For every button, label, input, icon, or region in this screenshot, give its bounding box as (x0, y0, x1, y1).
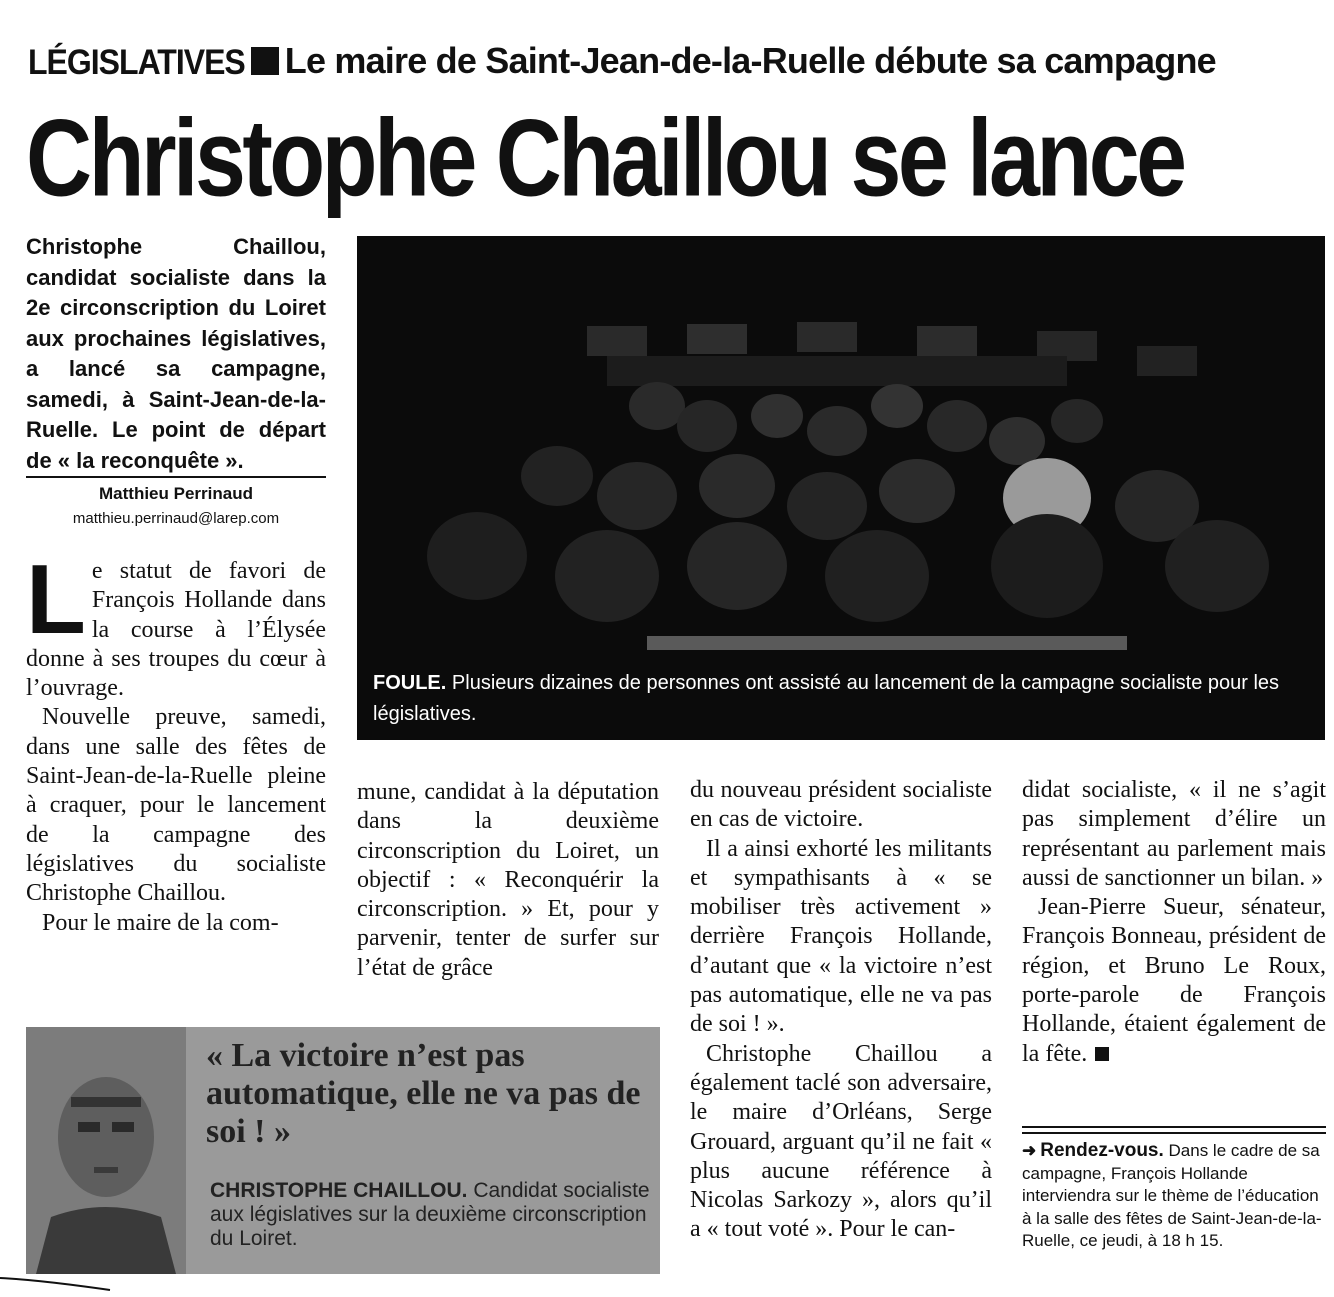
byline-rule (26, 476, 326, 478)
article-column-3 (690, 776, 992, 1245)
quote-box (26, 1027, 660, 1274)
arrow-right-icon: ➜ (1022, 1141, 1037, 1160)
article-paragraph: Il a ainsi exhorté les militants et sympathisants à « se mobiliser très activement » derrière François Hollande, d’autant que « la victoire n’est pas automatique, elle ne va pas de soi ! ». (690, 835, 992, 1038)
article-paragraph: e statut de favori de François Hollande dans la course à l’Élysée donne à ses troupes du cœur à l’ouvrage. (26, 558, 326, 702)
article-paragraph: mune, candidat à la députation dans la deuxième circonscription du Loiret, un objectif : « Reconquérir la circonscription. » Et, pour y parvenir, tenter de surfer sur l’état de grâce (357, 779, 659, 981)
article-paragraph: du nouveau président socialiste en cas de victoire. (690, 777, 992, 833)
headline: Christophe Chaillou se lance (26, 98, 1184, 220)
kicker-square-icon (251, 47, 279, 75)
author-name: Matthieu Perrinaud (99, 484, 253, 503)
article-paragraph: didat socialiste, « il ne s’agit pas simplement d’élire un représentant au parlement mais aussi de sanctionner un bilan. » (1022, 777, 1326, 891)
crowd-photo-image (357, 236, 1325, 740)
crowd-photo (357, 236, 1325, 740)
author-email[interactable]: matthieu.perrinaud@larep.com (72, 510, 280, 527)
rendezvous-separator (1022, 1126, 1326, 1134)
article-paragraph-text: Jean-Pierre Sueur, sénateur, François Bonneau, président de région, et Bruno Le Roux, porte-parole de François Hollande, étaient également de la fête. (1022, 894, 1326, 1067)
rendezvous-box (1022, 1140, 1326, 1253)
kicker-line (28, 40, 1318, 90)
kicker: LÉGISLATIVES (28, 42, 245, 82)
article-paragraph (1022, 893, 1326, 1069)
quote-name: CHRISTOPHE CHAILLOU. (210, 1179, 468, 1202)
article-column-4 (1022, 776, 1326, 1069)
pull-quote: « La victoire n’est pas automatique, elle ne va pas de soi ! » (206, 1037, 641, 1150)
article-paragraph: Nouvelle preuve, samedi, dans une salle des fêtes de Saint-Jean-de-la-Ruelle pleine à craquer, pour le lancement de la campagne des législatives du socialiste Christophe Chaillou. (26, 704, 326, 907)
dropcap: L (26, 544, 86, 654)
article-column-2 (357, 778, 659, 983)
portrait-photo (26, 1027, 186, 1274)
photo-caption-text: Plusieurs dizaines de personnes ont assisté au lancement de la campagne socialiste pour les législatives. (373, 672, 1280, 725)
lead-paragraph: Christophe Chaillou, candidat socialiste dans la 2e circonscription du Loiret aux prochaines législatives, a lancé sa campagne, samedi, à Saint-Jean-de-la-Ruelle. Le point de départ de « la reconquête ». (26, 234, 326, 473)
rendezvous-label: Rendez-vous. (1040, 1140, 1164, 1161)
subhead: Le maire de Saint-Jean-de-la-Ruelle débute sa campagne (284, 40, 1216, 81)
end-square-icon (1095, 1047, 1109, 1061)
photo-caption-label: FOULE. (373, 672, 447, 694)
scan-mark (0, 1272, 120, 1292)
quote-caption (210, 1179, 650, 1251)
quote-role: Candidat socialiste aux législatives sur la deuxième circonscription du Loiret. (210, 1179, 650, 1250)
rendezvous-text: Dans le cadre de sa campagne, François Hollande interviendra sur le thème de l’éducation à la salle des fêtes de Saint-Jean-de-la-Ruelle, ce jeudi, à 18 h 15. (1022, 1141, 1322, 1250)
article-paragraph: Pour le maire de la com- (42, 909, 279, 936)
article-column-1 (26, 544, 326, 938)
photo-caption (373, 668, 1313, 730)
article-paragraph: Christophe Chaillou a également taclé son adversaire, le maire d’Orléans, Serge Grouard, arguant qu’il ne fait « plus aucune référence à Nicolas Sarkozy », alors qu’il a « tout voté ». Pour le can- (690, 1040, 992, 1243)
